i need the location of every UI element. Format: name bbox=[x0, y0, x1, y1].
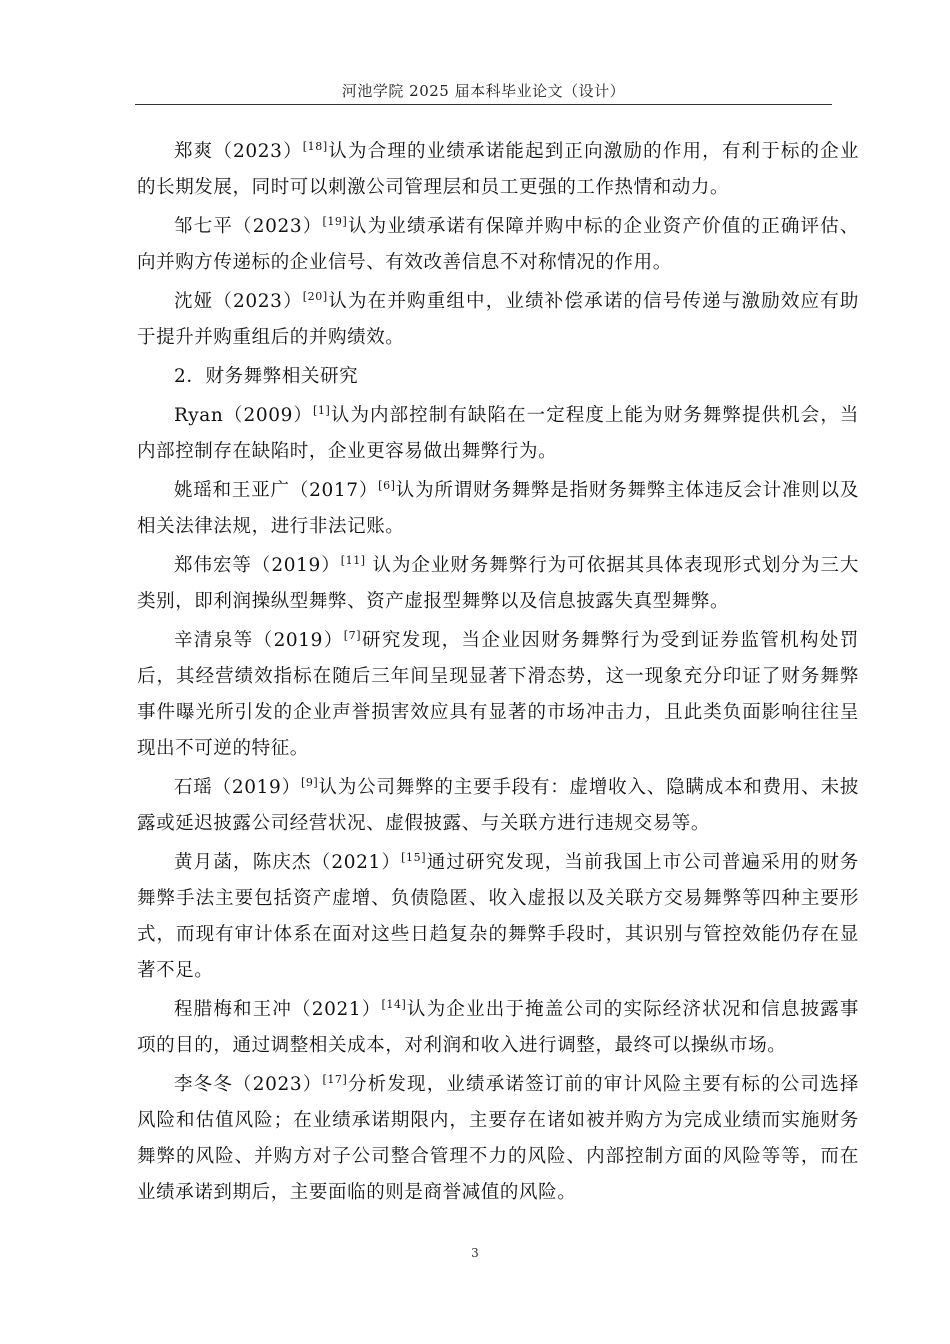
section-heading bbox=[137, 359, 859, 395]
paragraph-huang-yuehan bbox=[137, 845, 859, 989]
paragraph-xin-qingquan bbox=[137, 623, 859, 767]
paragraph-text: 认为内部控制有缺陷在一定程度上能为财务舞弊提供机会，当内部控制存在缺陷时，企业更容易做出舞弊行为。 bbox=[137, 405, 859, 462]
citation-lead: 黄月菡，陈庆杰（2021） bbox=[174, 852, 402, 873]
paragraph-cheng-lamei bbox=[137, 992, 859, 1064]
reference-marker: [6] bbox=[378, 479, 396, 492]
citation-lead: 郑爽（2023） bbox=[174, 141, 303, 162]
body-text bbox=[137, 134, 859, 1211]
paragraph-zheng-weihong bbox=[137, 548, 859, 620]
reference-marker: [15] bbox=[401, 851, 427, 864]
reference-marker: [18] bbox=[302, 140, 328, 153]
citation-lead: 郑伟宏等（2019） bbox=[174, 555, 341, 576]
reference-marker: [9] bbox=[300, 776, 319, 789]
paragraph-zou-qiping bbox=[137, 209, 859, 281]
citation-lead: 程腊梅和王冲（2021） bbox=[174, 999, 382, 1020]
paragraph-text: 认为公司舞弊的主要手段有：虚增收入、隐瞒成本和费用、未披露或延迟披露公司经营状况、虚假披露、与关联方进行违规交易等。 bbox=[137, 777, 859, 834]
paragraph-ryan bbox=[137, 398, 859, 470]
citation-lead: Ryan（2009） bbox=[174, 405, 313, 426]
paragraph-text: 认为合理的业绩承诺能起到正向激励的作用，有利于标的企业的长期发展，同时可以刺激公司管理层和员工更强的工作热情和动力。 bbox=[137, 141, 859, 198]
paragraph-text: 认为所谓财务舞弊是指财务舞弊主体违反会计准则以及相关法律法规，进行非法记账。 bbox=[137, 480, 859, 537]
citation-lead: 辛清泉等（2019） bbox=[174, 630, 344, 651]
citation-lead: 邹七平（2023） bbox=[174, 216, 323, 237]
paragraph-zheng-shuang bbox=[137, 134, 859, 206]
reference-marker: [17] bbox=[322, 1073, 348, 1086]
running-header: 河池学院 2025 届本科毕业论文（设计） bbox=[341, 82, 626, 100]
paragraph-shen-ya bbox=[137, 284, 859, 356]
paragraph-li-dongdong bbox=[137, 1067, 859, 1211]
citation-lead: 石瑶（2019） bbox=[174, 777, 301, 798]
paragraph-text: 通过研究发现，当前我国上市公司普遍采用的财务舞弊手法主要包括资产虚增、负债隐匿、收入虚报以及关联方交易舞弊等四种主要形式，而现有审计体系在面对这些日趋复杂的舞弊手段时，其识别与管控效能仍存在显著不足。 bbox=[137, 852, 859, 981]
paragraph-shi-yao bbox=[137, 770, 859, 842]
paragraph-text: 分析发现，业绩承诺签订前的审计风险主要有标的公司选择风险和估值风险；在业绩承诺期限内，主要存在诸如被并购方为完成业绩而实施财务舞弊的风险、并购方对子公司整合管理不力的风险、内部控制方面的风险等等，而在业绩承诺到期后，主要面临的则是商誉减值的风险。 bbox=[137, 1074, 859, 1203]
reference-marker: [1] bbox=[313, 404, 331, 417]
paragraph-text: 认为在并购重组中，业绩补偿承诺的信号传递与激励效应有助于提升并购重组后的并购绩效。 bbox=[137, 291, 859, 348]
reference-marker: [19] bbox=[322, 215, 348, 228]
paragraph-text: 认为企业财务舞弊行为可依据其具体表现形式划分为三大类别，即利润操纵型舞弊、资产虚报型舞弊以及信息披露失真型舞弊。 bbox=[137, 555, 859, 612]
paragraph-text: 研究发现，当企业因财务舞弊行为受到证券监管机构处罚后，其经营绩效指标在随后三年间呈现显著下滑态势，这一现象充分印证了财务舞弊事件曝光所引发的企业声誉损害效应具有显著的市场冲击力，且此类负面影响往往呈现出不可逆的特征。 bbox=[137, 630, 859, 759]
header-rule bbox=[135, 104, 832, 105]
reference-marker: [20] bbox=[302, 290, 328, 303]
citation-lead: 沈娅（2023） bbox=[174, 291, 303, 312]
citation-lead: 李冬冬（2023） bbox=[174, 1074, 323, 1095]
paragraph-text: 认为业绩承诺有保障并购中标的企业资产价值的正确评估、向并购方传递标的企业信号、有效改善信息不对称情况的作用。 bbox=[137, 216, 859, 273]
reference-marker: [14] bbox=[381, 998, 407, 1011]
paragraph-yao-yao bbox=[137, 473, 859, 545]
reference-marker: [11] bbox=[340, 554, 366, 567]
page-number: 3 bbox=[471, 1246, 479, 1260]
citation-lead: 姚瑶和王亚广（2017） bbox=[174, 480, 379, 501]
section-heading-text: 2．财务舞弊相关研究 bbox=[174, 366, 359, 387]
paragraph-text: 认为企业出于掩盖公司的实际经济状况和信息披露事项的目的，通过调整相关成本，对利润和收入进行调整，最终可以操纵市场。 bbox=[137, 999, 859, 1056]
reference-marker: [7] bbox=[343, 629, 362, 642]
